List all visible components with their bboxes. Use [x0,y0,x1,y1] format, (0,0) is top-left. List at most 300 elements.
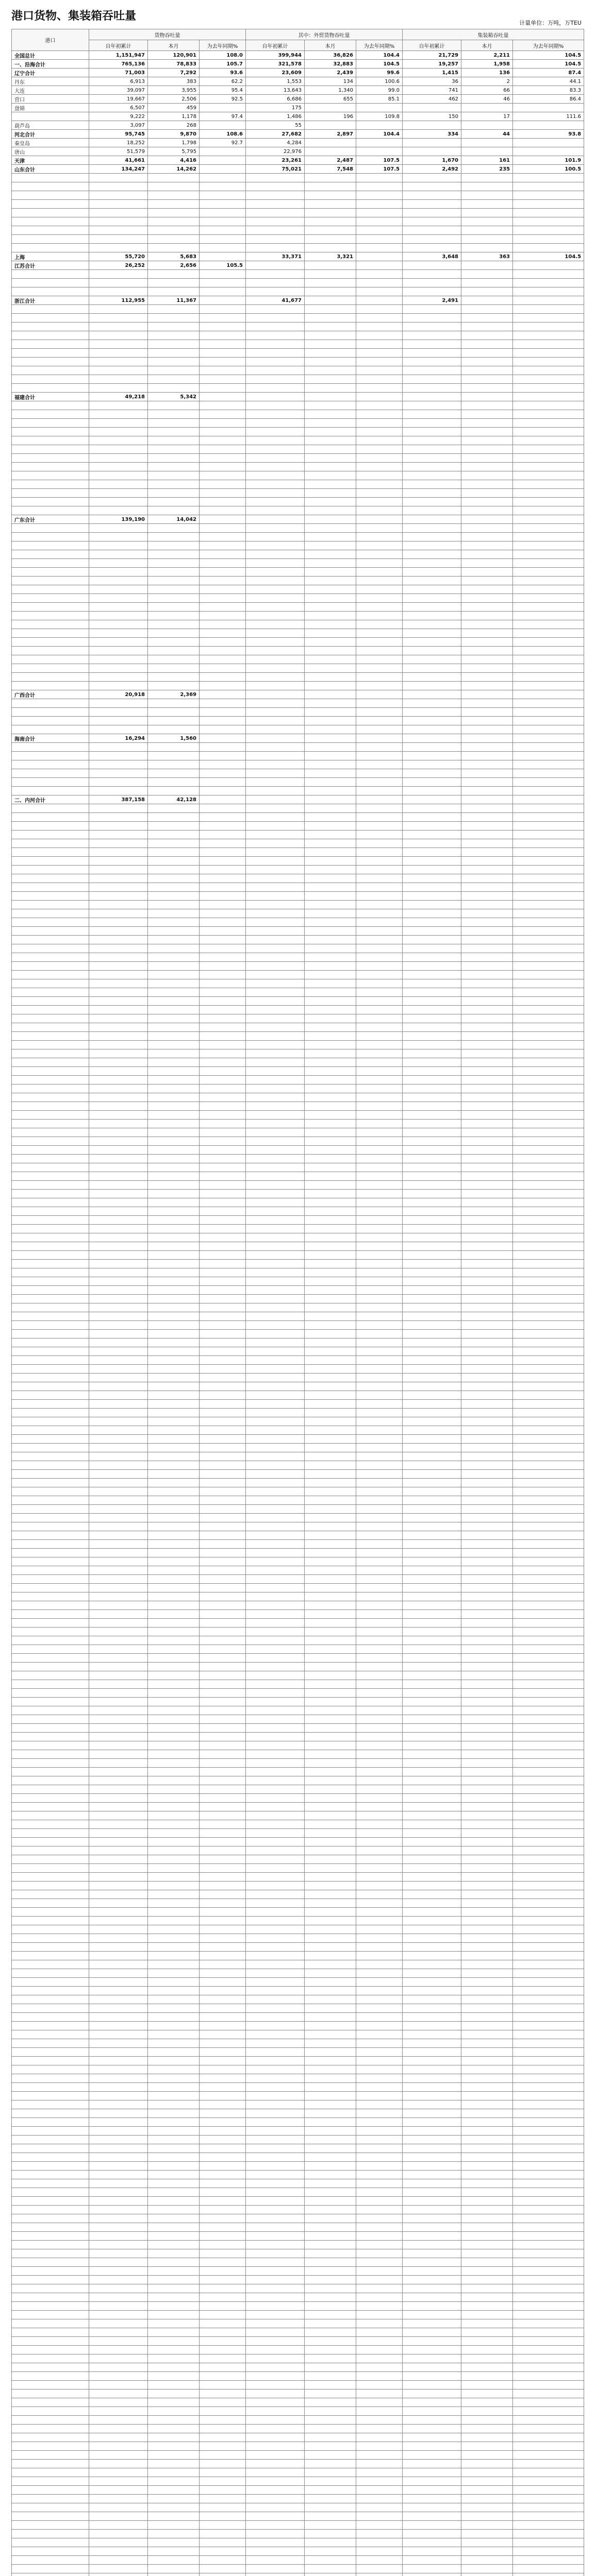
cell-port-name [12,620,89,629]
table-row [12,217,584,226]
cell-foreign-ytd [246,2223,305,2232]
cell-foreign-ytd [246,2302,305,2311]
cell-foreign-yoy [356,1820,403,1829]
cell-foreign-ytd [246,471,305,480]
cell-foreign-month [305,296,356,305]
cell-foreign-yoy [356,2232,403,2241]
table-row [12,121,584,130]
cell-cargo-month [148,2162,200,2171]
cell-foreign-yoy [356,1032,403,1041]
cell-cargo-yoy [200,1584,246,1592]
cell-foreign-yoy [356,1409,403,1417]
cell-foreign-yoy [356,252,403,261]
header-this-month: 本月 [461,40,513,51]
cell-cargo-yoy [200,2092,246,2100]
cell-container-yoy [513,1759,584,1768]
cell-cargo-yoy [200,1006,246,1014]
cell-foreign-ytd [246,2162,305,2171]
cell-cargo-ytd [89,1724,148,1733]
cell-foreign-ytd: 399,944 [246,51,305,60]
cell-cargo-month [148,2346,200,2354]
table-row [12,725,584,734]
cell-cargo-ytd [89,1531,148,1540]
cell-container-yoy [513,1654,584,1663]
cell-foreign-month [305,1899,356,1908]
cell-port-name [12,235,89,244]
cell-container-ytd [403,1934,461,1943]
cell-cargo-yoy [200,200,246,209]
cell-cargo-ytd [89,1794,148,1803]
cell-cargo-yoy [200,1978,246,1987]
cell-cargo-yoy [200,1330,246,1338]
table-row [12,831,584,839]
cell-cargo-yoy [200,279,246,287]
table-row [12,1706,584,1715]
cell-foreign-yoy [356,489,403,498]
table-row [12,2083,584,2092]
cell-cargo-yoy [200,550,246,559]
cell-cargo-ytd [89,1374,148,1382]
cell-container-month [461,795,513,804]
cell-foreign-month [305,2311,356,2319]
cell-cargo-month [148,594,200,603]
cell-cargo-yoy [200,1969,246,1978]
cell-port-name [12,2372,89,2381]
cell-container-yoy [513,1470,584,1479]
cell-foreign-month [305,1654,356,1663]
cell-foreign-month [305,1225,356,1233]
cell-cargo-ytd [89,410,148,419]
table-row [12,629,584,638]
cell-container-month [461,1978,513,1987]
cell-container-ytd [403,1987,461,1995]
cell-foreign-month [305,2030,356,2039]
cell-cargo-yoy [200,2398,246,2407]
cell-foreign-month [305,778,356,787]
cell-foreign-ytd [246,1181,305,1190]
cell-cargo-yoy [200,340,246,349]
cell-foreign-month [305,1190,356,1198]
table-row [12,226,584,235]
cell-cargo-month [148,1663,200,1671]
cell-port-name [12,1470,89,1479]
cell-cargo-yoy [200,1260,246,1268]
table-row [12,2407,584,2416]
cell-cargo-month [148,1120,200,1128]
cell-cargo-ytd [89,2276,148,2284]
cell-foreign-month [305,1952,356,1960]
cell-container-ytd [403,1251,461,1260]
cell-cargo-ytd [89,2311,148,2319]
table-row [12,2460,584,2468]
cell-cargo-yoy [200,1444,246,1452]
cell-foreign-month [305,1838,356,1846]
table-row [12,2232,584,2241]
cell-container-yoy [513,1242,584,1251]
table-row [12,1120,584,1128]
cell-foreign-ytd [246,1216,305,1225]
cell-foreign-ytd [246,734,305,743]
table-row [12,1715,584,1724]
cell-container-ytd [403,2565,461,2573]
cell-cargo-yoy [200,2188,246,2197]
cell-container-month [461,717,513,725]
cell-cargo-yoy [200,156,246,165]
cell-container-ytd [403,2258,461,2267]
cell-container-month [461,480,513,489]
cell-container-yoy [513,2232,584,2241]
cell-cargo-month [148,217,200,226]
table-row [12,752,584,760]
cell-container-month [461,2048,513,2057]
cell-port-name [12,287,89,296]
cell-container-yoy [513,2258,584,2267]
cell-container-month [461,1934,513,1943]
cell-port-name [12,1584,89,1592]
cell-container-month [461,2206,513,2214]
cell-container-yoy [513,1198,584,1207]
table-row [12,165,584,174]
cell-cargo-yoy [200,1365,246,1374]
cell-container-yoy [513,1698,584,1706]
cell-cargo-month [148,979,200,988]
cell-cargo-yoy [200,1426,246,1435]
cell-foreign-yoy [356,2092,403,2100]
cell-cargo-yoy [200,1628,246,1636]
cell-container-ytd [403,743,461,752]
cell-cargo-ytd [89,1155,148,1163]
cell-cargo-month [148,1111,200,1120]
cell-cargo-yoy [200,1400,246,1409]
cell-foreign-month [305,690,356,699]
cell-container-month [461,708,513,717]
cell-cargo-ytd [89,752,148,760]
cell-cargo-ytd [89,2521,148,2530]
cell-port-name [12,436,89,445]
cell-cargo-month [148,1426,200,1435]
cell-cargo-month [148,1041,200,1049]
cell-cargo-yoy [200,664,246,673]
cell-container-yoy [513,2039,584,2048]
cell-container-ytd [403,2328,461,2337]
cell-foreign-ytd [246,673,305,682]
cell-cargo-yoy [200,1601,246,1610]
cell-container-ytd [403,1409,461,1417]
cell-container-month [461,1242,513,1251]
cell-container-ytd [403,647,461,655]
cell-foreign-yoy [356,2477,403,2486]
cell-container-ytd [403,445,461,454]
cell-cargo-yoy [200,2065,246,2074]
table-row [12,936,584,944]
cell-port-name [12,1479,89,1487]
cell-container-ytd [403,1479,461,1487]
cell-cargo-month [148,1776,200,1785]
cell-foreign-ytd [246,1917,305,1925]
cell-container-ytd: 741 [403,86,461,95]
table-row [12,2267,584,2276]
table-row [12,1584,584,1592]
cell-container-ytd [403,874,461,883]
cell-cargo-yoy [200,2179,246,2188]
cell-port-name [12,2074,89,2083]
cell-container-month [461,244,513,252]
cell-cargo-yoy [200,962,246,971]
cell-foreign-month [305,2074,356,2083]
cell-cargo-yoy [200,270,246,279]
cell-cargo-month: 7,292 [148,69,200,77]
cell-container-month [461,1654,513,1663]
cell-port-name [12,2118,89,2127]
cell-cargo-ytd [89,1917,148,1925]
cell-foreign-ytd: 41,677 [246,296,305,305]
cell-container-yoy [513,1268,584,1277]
cell-foreign-ytd [246,1014,305,1023]
cell-port-name [12,962,89,971]
cell-foreign-ytd [246,1575,305,1584]
cell-foreign-month [305,2477,356,2486]
cell-foreign-yoy [356,1268,403,1277]
cell-port-name [12,2109,89,2118]
table-row [12,1549,584,1557]
cell-foreign-month [305,1347,356,1356]
cell-container-month: 161 [461,156,513,165]
cell-container-yoy [513,629,584,638]
cell-foreign-yoy [356,1058,403,1067]
cell-foreign-yoy [356,1233,403,1242]
cell-container-ytd [403,2153,461,2162]
cell-foreign-month [305,2503,356,2512]
cell-cargo-yoy [200,892,246,901]
cell-port-name [12,2433,89,2442]
cell-container-ytd [403,1312,461,1321]
cell-foreign-month [305,1084,356,1093]
table-row [12,1698,584,1706]
cell-foreign-month [305,2223,356,2232]
cell-cargo-ytd [89,1934,148,1943]
cell-cargo-month [148,1899,200,1908]
cell-container-yoy [513,1838,584,1846]
cell-foreign-month [305,594,356,603]
cell-foreign-yoy [356,2188,403,2197]
table-row [12,1522,584,1531]
cell-cargo-month [148,2100,200,2109]
cell-port-name [12,2381,89,2389]
cell-container-yoy [513,2022,584,2030]
cell-cargo-yoy [200,121,246,130]
cell-port-name [12,1303,89,1312]
cell-foreign-month [305,1557,356,1566]
cell-container-ytd [403,1689,461,1698]
table-row [12,1846,584,1855]
cell-cargo-yoy [200,874,246,883]
cell-cargo-ytd [89,2451,148,2460]
cell-foreign-yoy [356,927,403,936]
cell-cargo-yoy [200,1312,246,1321]
cell-cargo-yoy [200,1741,246,1750]
cell-foreign-yoy [356,2512,403,2521]
table-row [12,1610,584,1619]
cell-cargo-month [148,2039,200,2048]
cell-container-ytd [403,384,461,393]
cell-foreign-month [305,883,356,892]
cell-container-month [461,1207,513,1216]
cell-cargo-ytd [89,2127,148,2136]
cell-container-yoy [513,2144,584,2153]
cell-container-month [461,1251,513,1260]
cell-port-name [12,1768,89,1776]
cell-port-name [12,1435,89,1444]
table-row [12,506,584,515]
cell-container-yoy [513,1417,584,1426]
cell-port-name [12,2416,89,2425]
cell-cargo-month [148,1943,200,1952]
cell-container-ytd [403,2065,461,2074]
cell-port-name [12,2057,89,2065]
cell-container-month [461,1435,513,1444]
cell-foreign-yoy [356,1855,403,1864]
cell-container-month [461,1479,513,1487]
cell-cargo-ytd [89,2372,148,2381]
cell-foreign-ytd [246,1102,305,1111]
table-row [12,1356,584,1365]
cell-container-yoy [513,1978,584,1987]
cell-container-month [461,1811,513,1820]
cell-cargo-month [148,1470,200,1479]
cell-cargo-ytd: 55,720 [89,252,148,261]
cell-container-yoy [513,1146,584,1155]
cell-container-yoy [513,1663,584,1671]
cell-foreign-ytd [246,927,305,936]
cell-foreign-month [305,673,356,682]
cell-container-month: 1,958 [461,60,513,69]
cell-foreign-yoy [356,139,403,147]
cell-cargo-ytd [89,2486,148,2495]
cell-container-month [461,1838,513,1846]
table-row [12,1680,584,1689]
table-row [12,2573,584,2576]
cell-cargo-ytd [89,2495,148,2503]
cell-cargo-month [148,717,200,725]
cell-cargo-yoy [200,2013,246,2022]
cell-cargo-ytd [89,2171,148,2179]
cell-foreign-month [305,2407,356,2416]
cell-cargo-yoy [200,191,246,200]
cell-cargo-ytd [89,498,148,506]
cell-container-month [461,1846,513,1855]
table-row [12,2354,584,2363]
table-row [12,130,584,139]
cell-cargo-month: 383 [148,77,200,86]
cell-container-ytd [403,1470,461,1479]
cell-foreign-ytd [246,2171,305,2179]
cell-cargo-yoy [200,1776,246,1785]
cell-container-ytd [403,1382,461,1391]
table-row [12,2477,584,2486]
table-row [12,787,584,795]
cell-cargo-yoy [200,717,246,725]
cell-container-ytd [403,1400,461,1409]
cell-container-yoy [513,1321,584,1330]
cell-port-name [12,410,89,419]
cell-foreign-ytd: 4,284 [246,139,305,147]
cell-port-name [12,489,89,498]
cell-foreign-month [305,1803,356,1811]
cell-foreign-yoy [356,524,403,533]
cell-foreign-month [305,1514,356,1522]
cell-foreign-yoy [356,2276,403,2284]
cell-cargo-yoy [200,2276,246,2284]
cell-foreign-month [305,1400,356,1409]
cell-cargo-ytd [89,857,148,866]
cell-container-month [461,1698,513,1706]
cell-foreign-month [305,1041,356,1049]
table-row [12,323,584,331]
cell-container-month [461,1496,513,1505]
cell-container-ytd [403,2127,461,2136]
cell-port-name [12,1006,89,1014]
cell-foreign-month: 2,439 [305,69,356,77]
cell-foreign-month [305,1470,356,1479]
cell-cargo-ytd: 51,579 [89,147,148,156]
table-row [12,1899,584,1908]
cell-container-ytd [403,1628,461,1636]
table-row [12,874,584,883]
table-row [12,1654,584,1663]
cell-cargo-yoy [200,1724,246,1733]
cell-cargo-month [148,813,200,822]
cell-port-name [12,1128,89,1137]
cell-container-ytd [403,1882,461,1890]
cell-port-name [12,2276,89,2284]
cell-container-ytd [403,717,461,725]
cell-cargo-month [148,682,200,690]
table-row [12,375,584,384]
cell-foreign-month [305,1663,356,1671]
cell-foreign-month [305,1575,356,1584]
cell-foreign-ytd [246,2530,305,2538]
cell-foreign-ytd [246,209,305,217]
table-row [12,480,584,489]
cell-container-month [461,2153,513,2162]
cell-container-ytd [403,2319,461,2328]
cell-foreign-ytd [246,831,305,839]
cell-container-month [461,410,513,419]
cell-port-name [12,1592,89,1601]
cell-foreign-month [305,2389,356,2398]
cell-container-month [461,200,513,209]
cell-container-month [461,848,513,857]
table-row [12,2381,584,2389]
cell-container-ytd [403,1873,461,1882]
cell-container-month [461,2381,513,2389]
cell-port-name [12,1531,89,1540]
cell-container-yoy [513,2521,584,2530]
cell-port-name [12,1382,89,1391]
cell-cargo-yoy [200,2477,246,2486]
cell-container-ytd [403,2030,461,2039]
cell-foreign-yoy [356,2398,403,2407]
cell-foreign-yoy [356,1628,403,1636]
cell-cargo-ytd [89,2503,148,2512]
cell-container-yoy [513,2565,584,2573]
cell-container-month [461,533,513,541]
cell-cargo-month [148,1487,200,1496]
cell-cargo-month [148,1207,200,1216]
cell-foreign-yoy [356,1391,403,1400]
cell-cargo-ytd [89,2249,148,2258]
cell-port-name [12,1557,89,1566]
